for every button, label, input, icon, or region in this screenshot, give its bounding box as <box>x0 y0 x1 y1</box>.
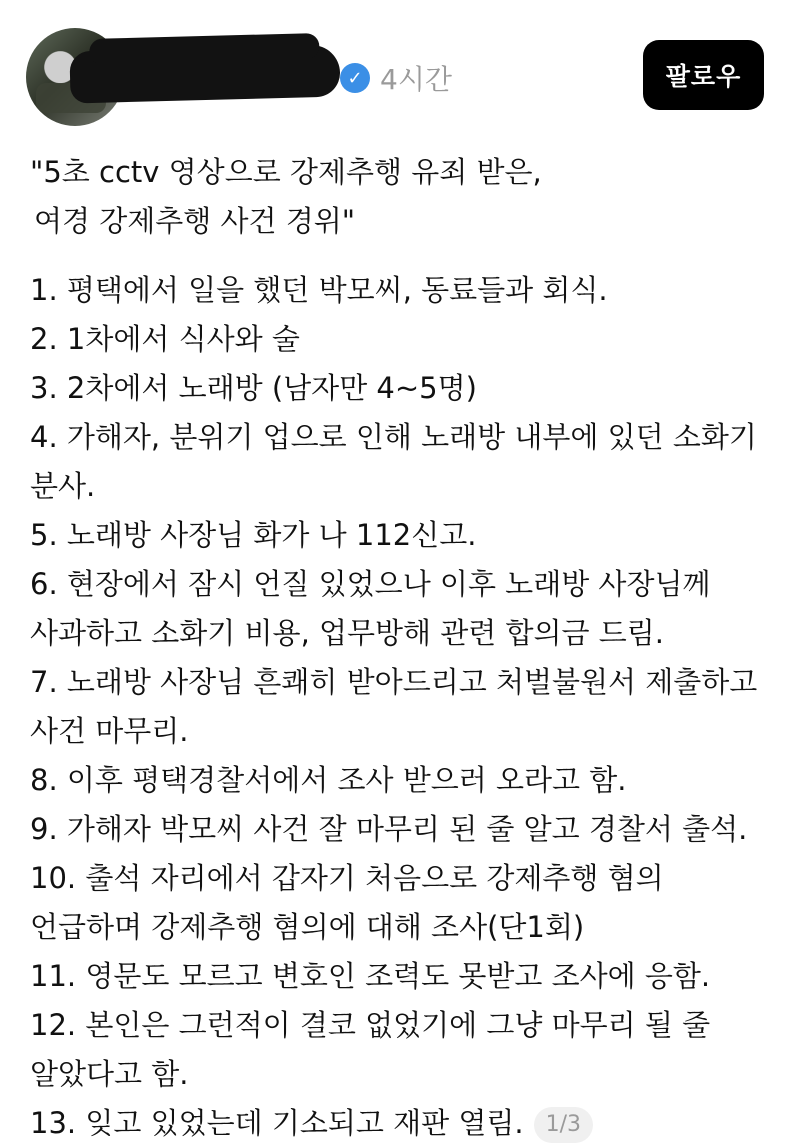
post-time: 4시간 <box>380 63 452 96</box>
quote-line-2: 여경 강제추행 사건 경위" <box>34 204 356 238</box>
post-quote <box>30 148 790 246</box>
image-counter: 1/3 <box>534 1107 593 1143</box>
list-item: 1. 평택에서 일을 했던 박모씨, 동료들과 회식. <box>30 273 608 307</box>
post-body <box>30 148 790 1148</box>
list-item: 5. 노래방 사장님 화가 나 112신고. <box>30 518 477 552</box>
last-line <box>30 1099 790 1148</box>
list-item: 3. 2차에서 노래방 (남자만 4~5명) <box>30 371 477 405</box>
list-item: 12. 본인은 그런적이 결코 없었기에 그냥 마무리 될 줄 <box>30 1008 711 1042</box>
quote-line-1: "5초 cctv 영상으로 강제추행 유죄 받은, <box>30 155 542 189</box>
list-item: 13. 잊고 있었는데 기소되고 재판 열림. <box>30 1106 524 1140</box>
list-item: 11. 영문도 모르고 변호인 조력도 못받고 조사에 응함. <box>30 959 711 993</box>
list-item: 사과하고 소화기 비용, 업무방해 관련 합의금 드림. <box>30 616 665 650</box>
list-item: 언급하며 강제추행 혐의에 대해 조사(단1회) <box>30 910 585 944</box>
list-item: 분사. <box>30 469 96 503</box>
post-header <box>0 0 800 130</box>
redacted-username <box>69 44 340 103</box>
list-item: 사건 마무리. <box>30 714 189 748</box>
list-item: 6. 현장에서 잠시 언질 있었으나 이후 노래방 사장님께 <box>30 567 711 601</box>
follow-button[interactable]: 팔로우 <box>643 40 764 110</box>
list-item: 4. 가해자, 분위기 업으로 인해 노래방 내부에 있던 소화기 <box>30 420 757 454</box>
verified-badge-icon: ✓ <box>340 63 370 93</box>
list-item: 8. 이후 평택경찰서에서 조사 받으러 오라고 함. <box>30 763 627 797</box>
list-item: 10. 출석 자리에서 갑자기 처음으로 강제추행 혐의 <box>30 861 664 895</box>
list-item: 2. 1차에서 식사와 술 <box>30 322 300 356</box>
list-item: 7. 노래방 사장님 흔쾌히 받아드리고 처벌불원서 제출하고 <box>30 665 758 699</box>
list-item: 9. 가해자 박모씨 사건 잘 마무리 된 줄 알고 경찰서 출석. <box>30 812 748 846</box>
list-item: 알았다고 함. <box>30 1057 189 1091</box>
